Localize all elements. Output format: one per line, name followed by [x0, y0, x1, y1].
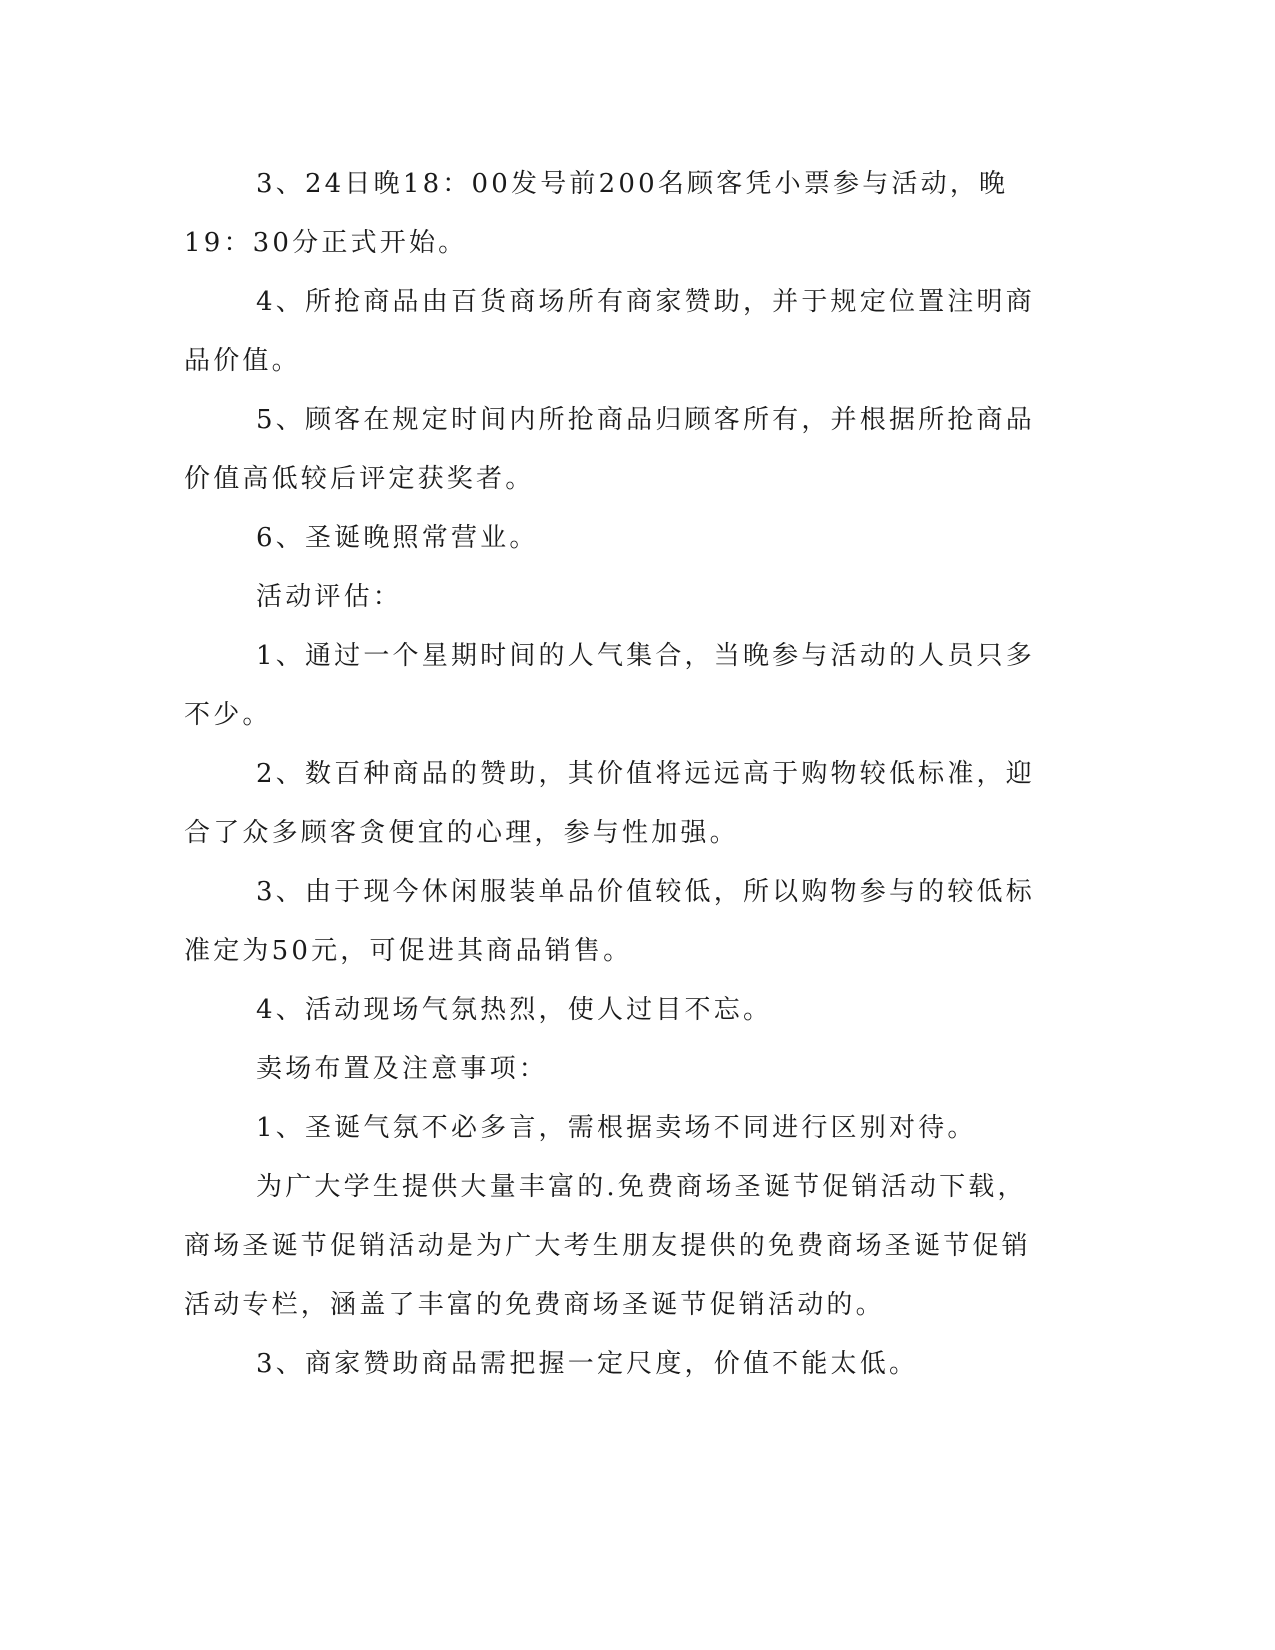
section-heading-layout-notes: 卖场布置及注意事项： [256, 1054, 549, 1084]
paragraph-normal-business: 6、圣诞晚照常营业。 [256, 523, 539, 553]
document-body [184, 155, 1044, 1394]
paragraph-evaluation-1: 1、通过一个星期时间的人气集合，当晚参与活动的人员只多不少。 [184, 641, 1035, 730]
section-heading-evaluation: 活动评估： [256, 582, 403, 612]
paragraph-sponsored-goods: 4、所抢商品由百货商场所有商家赞助，并于规定位置注明商品价值。 [184, 287, 1035, 376]
paragraph-evaluation-4: 4、活动现场气氛热烈，使人过目不忘。 [256, 995, 773, 1025]
paragraph-evaluation-2: 2、数百种商品的赞助，其价值将远远高于购物较低标准，迎合了众多顾客贪便宜的心理，参与性加强。 [184, 759, 1035, 848]
paragraph-winner-rule: 5、顾客在规定时间内所抢商品归顾客所有，并根据所抢商品价值高低较后评定获奖者。 [184, 405, 1035, 494]
paragraph-layout-note-3: 3、商家赞助商品需把握一定尺度，价值不能太低。 [256, 1349, 919, 1379]
paragraph-event-start-time: 3、24日晚18：00发号前200名顾客凭小票参与活动，晚19：30分正式开始。 [184, 169, 1009, 258]
paragraph-layout-note-1: 1、圣诞气氛不必多言，需根据卖场不同进行区别对待。 [256, 1113, 977, 1143]
paragraph-download-promo: 为广大学生提供大量丰富的.免费商场圣诞节促销活动下载，商场圣诞节促销活动是为广大考生朋友提供的免费商场圣诞节促销活动专栏，涵盖了丰富的免费商场圣诞节促销活动的。 [184, 1172, 1031, 1320]
paragraph-evaluation-3: 3、由于现今休闲服装单品价值较低，所以购物参与的较低标准定为50元，可促进其商品销售。 [184, 877, 1035, 966]
